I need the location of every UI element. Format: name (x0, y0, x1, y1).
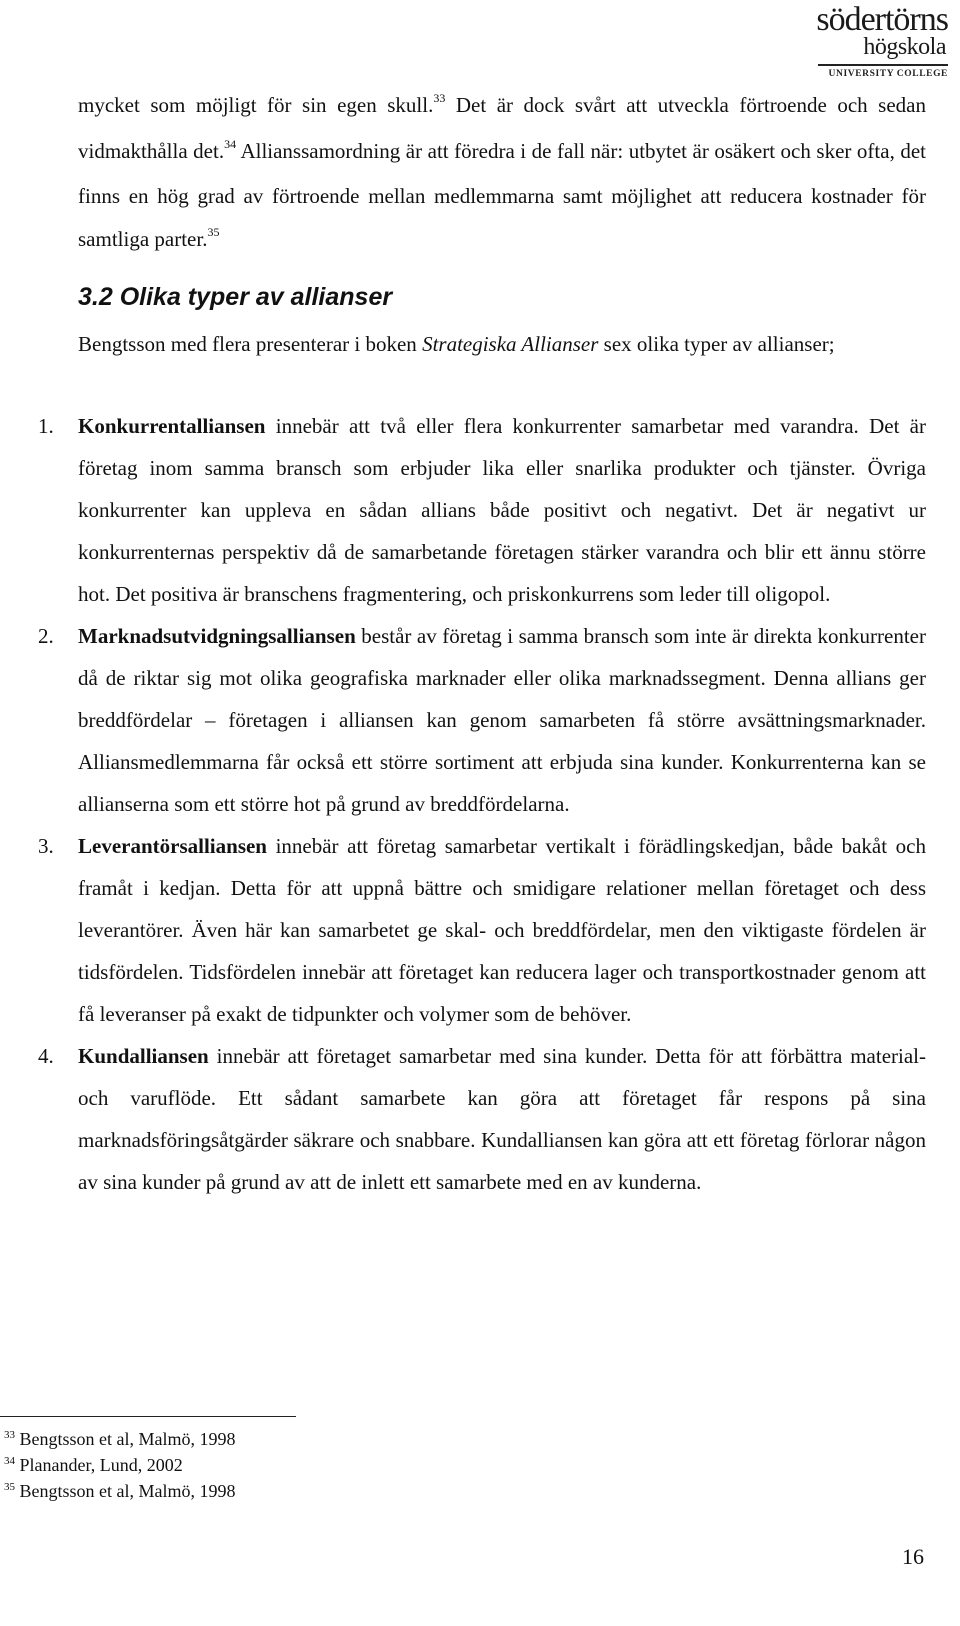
footnote (4, 1480, 504, 1506)
footnote (4, 1428, 504, 1454)
list-item-number: 3. (38, 834, 54, 858)
footnote-text: Bengtsson et al, Malmö, 1998 (15, 1429, 236, 1449)
logo-wordmark-line1: södertörns (816, 1, 948, 38)
intro-text-before: Bengtsson med flera presenterar i boken (78, 332, 423, 356)
list-item-number: 4. (38, 1044, 54, 1068)
page-number: 16 (902, 1544, 924, 1569)
footnote-text: Bengtsson et al, Malmö, 1998 (15, 1481, 236, 1501)
list-item-term: Marknadsutvidgningsalliansen (78, 624, 356, 648)
intro-text-after: sex olika typer av allianser; (598, 332, 835, 356)
list-item-text: innebär att företaget samarbetar med sina kunder. Detta för att förbättra material- och varuflöde. Ett sådant samarbete kan göra att företaget får respons på sina marknadsföringsåtgärder säkrare och snabbare. Kundalliansen kan göra att ett företag förlorar någon av sina kunder på grund av att de inlett ett samarbete med en av kunderna. (78, 1044, 926, 1194)
footnote-separator (0, 1416, 296, 1417)
footnote-number: 33 (4, 1429, 15, 1441)
footnote-number: 35 (4, 1481, 15, 1493)
alliance-type-list (38, 405, 926, 1203)
opening-text-1: mycket som möjligt för sin egen skull. (78, 93, 434, 117)
book-title: Strategiska Allianser (422, 332, 599, 356)
logo-subtitle: UNIVERSITY COLLEGE (828, 69, 948, 79)
footnote-ref-34: 34 (224, 136, 237, 151)
logo-wordmark-line2: högskola (863, 34, 946, 60)
list-item-term: Kundalliansen (78, 1044, 209, 1068)
list-item (38, 1035, 926, 1203)
list-item-text: innebär att två eller flera konkurrenter samarbetar med varandra. Det är företag inom samma bransch som erbjuder lika eller snarlika produkter och tjänster. Övriga konkurrenter kan uppleva en sådan allians både positivt och negativt. Det är negativt ur konkurrenternas perspektiv då de samarbetande företagen stärker varandra och blir ett ännu större hot. Det positiva är branschens fragmentering, och priskonkurrens som leder till oligopol. (78, 414, 926, 606)
list-item-text: innebär att företag samarbetar vertikalt i förädlingskedjan, både bakåt och framåt i kedjan. Detta för att uppnå bättre och smidigare relationer mellan företaget och dess leverantörer. Även här kan samarbetet ge skal- och breddfördelar, men den viktigaste fördelen är tidsfördelen. Tidsfördelen innebär att företaget kan reducera lager och transportkostnader genom att få leveranser på exakt de tidpunkter och volymer som de behöver. (78, 834, 926, 1026)
list-item-text: består av företag i samma bransch som inte är direkta konkurrenter då de riktar sig mot olika geografiska marknader eller olika marknadssegment. Denna allians ger breddfördelar – företagen i alliansen kan genom samarbeten få större avsättningsmarknader. Alliansmedlemmarna får också ett större sortiment att erbjuda sina kunder. Konkurrenterna kan se allianserna som ett större hot på grund av breddfördelarna. (78, 624, 926, 816)
list-item (38, 405, 926, 615)
university-logo (798, 1, 948, 79)
footnotes (4, 1428, 504, 1506)
footnote (4, 1454, 504, 1480)
list-item-term: Konkurrentalliansen (78, 414, 266, 438)
page-body (38, 84, 927, 1203)
list-item-number: 1. (38, 414, 54, 438)
list-item (38, 615, 926, 825)
footnote-number: 34 (4, 1455, 15, 1467)
section-intro (78, 329, 926, 359)
footnote-ref-35: 35 (207, 224, 220, 239)
opening-text-3: Allianssamordning är att föredra i de fall när: utbytet är osäkert och sker ofta, det finns en hög grad av förtroende mellan medlemmarna samt möjlighet att reducera kostnader för samtliga parter. (78, 138, 926, 251)
list-item-term: Leverantörsalliansen (78, 834, 267, 858)
footnote-text: Planander, Lund, 2002 (15, 1455, 183, 1475)
list-item (38, 825, 926, 1035)
section-heading: 3.2 Olika typer av allianser (78, 283, 393, 311)
logo-divider (818, 64, 948, 66)
list-item-number: 2. (38, 624, 54, 648)
opening-text-2: Det är dock svårt att utveckla förtroende och sedan vidmakthålla det. (78, 93, 927, 163)
opening-paragraph (78, 84, 926, 263)
footnote-ref-33: 33 (433, 91, 446, 105)
